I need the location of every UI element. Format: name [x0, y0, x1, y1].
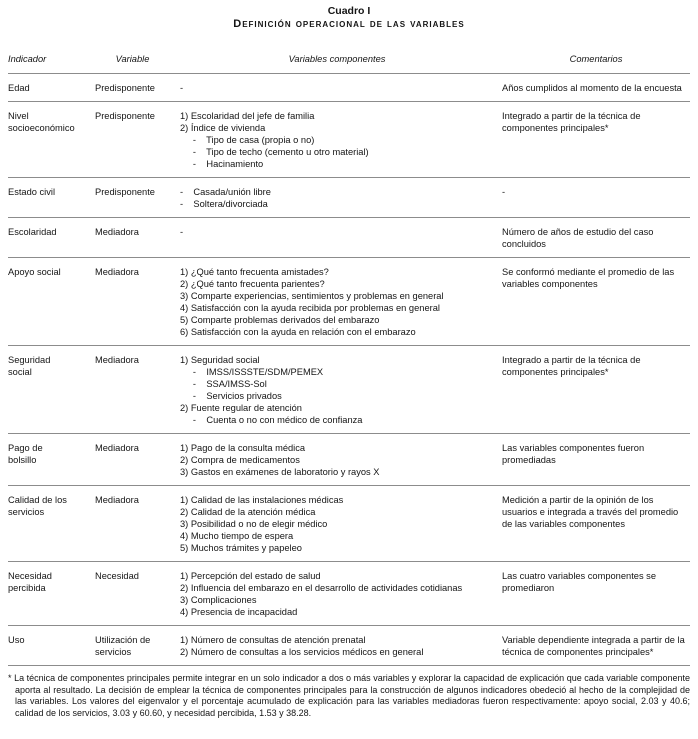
component-line: 5) Muchos trámites y papeleo	[180, 543, 302, 553]
component-line: 2) Número de consultas a los servicios médicos en general	[180, 647, 424, 657]
component-line: 4) Mucho tiempo de espera	[180, 531, 294, 541]
cell-indicador: Nivel socioeconómico	[8, 111, 75, 133]
table-header-row	[8, 51, 690, 74]
component-line: 1) Percepción del estado de salud	[180, 571, 321, 581]
component-line: 3) Comparte experiencias, sentimientos y problemas en general	[180, 291, 444, 301]
cell-indicador: Necesidad percibida	[8, 571, 52, 593]
cell-componentes	[180, 634, 502, 658]
table-row-edad	[8, 74, 690, 102]
cell-indicador: Pago de bolsillo	[8, 443, 43, 465]
component-line: 2) Compra de medicamentos	[180, 455, 300, 465]
component-line: 2) ¿Qué tanto frecuenta parientes?	[180, 279, 325, 289]
cell-comentarios: Integrado a partir de la técnica de componentes principales*	[502, 111, 641, 133]
table-row-pago-de-bolsillo	[8, 434, 690, 486]
column-header-componentes: Variables componentes	[288, 54, 386, 64]
component-line: 1) Escolaridad del jefe de familia	[180, 111, 315, 121]
table-title: Cuadro I	[327, 5, 371, 17]
table-row-seguridad-social	[8, 346, 690, 434]
cell-comentarios: Años cumplidos al momento de la encuesta	[502, 83, 682, 93]
column-header-comentarios: Comentarios	[569, 54, 623, 64]
cell-comentarios: Medición a partir de la opinión de los usuarios e integrada a través del promedio de las variables componentes	[502, 495, 679, 529]
cell-comentarios: -	[502, 187, 506, 197]
cell-comentarios: Integrado a partir de la técnica de componentes principales*	[502, 355, 641, 377]
component-line: - Tipo de casa (propia o no)	[180, 135, 315, 145]
cell-indicador: Apoyo social	[8, 267, 61, 277]
table-row-escolaridad	[8, 218, 690, 258]
component-line: 3) Posibilidad o no de elegir médico	[180, 519, 328, 529]
cell-indicador: Seguridad social	[8, 355, 51, 377]
cell-componentes	[180, 354, 502, 426]
table-subtitle: Definición operacional de las variables	[233, 18, 465, 30]
component-line: - Casada/unión libre	[180, 187, 271, 197]
table-row-uso	[8, 626, 690, 666]
cell-variable: Predisponente	[95, 83, 155, 93]
component-line: 2) Influencia del embarazo en el desarrollo de actividades cotidianas	[180, 583, 463, 593]
component-line: 2) Índice de vivienda	[180, 123, 266, 133]
component-line: - SSA/IMSS-Sol	[180, 379, 267, 389]
component-line: - Servicios privados	[180, 391, 282, 401]
cell-comentarios: Las variables componentes fueron promediadas	[502, 443, 645, 465]
cell-indicador: Edad	[8, 83, 30, 93]
component-line: 2) Calidad de la atención médica	[180, 507, 316, 517]
component-line: 1) Número de consultas de atención prenatal	[180, 635, 366, 645]
table-row-necesidad-percibida	[8, 562, 690, 626]
table-row-apoyo-social	[8, 258, 690, 346]
component-line: 2) Fuente regular de atención	[180, 403, 302, 413]
component-line: 1) Seguridad social	[180, 355, 260, 365]
cell-componentes	[180, 226, 502, 250]
cell-indicador: Estado civil	[8, 187, 56, 197]
cell-componentes	[180, 494, 502, 554]
cell-componentes	[180, 110, 502, 170]
cell-componentes	[180, 266, 502, 338]
table-row-nivel-socioeconomico	[8, 102, 690, 178]
component-line: 1) Pago de la consulta médica	[180, 443, 306, 453]
cell-indicador: Escolaridad	[8, 227, 57, 237]
component-line: -	[180, 83, 184, 93]
component-line: - IMSS/ISSSTE/SDM/PEMEX	[180, 367, 324, 377]
cell-variable: Necesidad	[95, 571, 139, 581]
cell-variable: Mediadora	[95, 227, 139, 237]
cell-indicador: Uso	[8, 635, 25, 645]
cell-comentarios: Variable dependiente integrada a partir de la técnica de componentes principales*	[502, 635, 685, 657]
component-line: 3) Gastos en exámenes de laboratorio y rayos X	[180, 467, 380, 477]
component-line: 4) Presencia de incapacidad	[180, 607, 298, 617]
component-line: 3) Complicaciones	[180, 595, 257, 605]
cell-comentarios: Las cuatro variables componentes se promediaron	[502, 571, 657, 593]
cell-componentes	[180, 186, 502, 210]
cell-variable: Mediadora	[95, 495, 139, 505]
component-line: - Hacinamiento	[180, 159, 264, 169]
column-header-variable: Variable	[115, 54, 150, 64]
component-line: - Soltera/divorciada	[180, 199, 268, 209]
column-header-indicador: Indicador	[8, 54, 47, 64]
cell-comentarios: Se conformó mediante el promedio de las variables componentes	[502, 267, 675, 289]
cell-variable: Mediadora	[95, 443, 139, 453]
table-row-estado-civil	[8, 178, 690, 218]
component-line: -	[180, 227, 184, 237]
component-line: 6) Satisfacción con la ayuda en relación con el embarazo	[180, 327, 416, 337]
component-line: 4) Satisfacción con la ayuda recibida por problemas en general	[180, 303, 440, 313]
cell-variable: Predisponente	[95, 111, 155, 121]
component-line: - Cuenta o no con médico de confianza	[180, 415, 363, 425]
table-row-calidad-de-los-servicios	[8, 486, 690, 562]
cell-variable: Mediadora	[95, 355, 139, 365]
cell-comentarios: Número de años de estudio del caso concluidos	[502, 227, 654, 249]
cell-variable: Predisponente	[95, 187, 155, 197]
cell-componentes	[180, 442, 502, 478]
cell-variable: Mediadora	[95, 267, 139, 277]
cell-componentes	[180, 570, 502, 618]
cell-componentes	[180, 82, 502, 94]
component-line: 1) Calidad de las instalaciones médicas	[180, 495, 344, 505]
table-footnote: * La técnica de componentes principales permite integrar en un solo indicador a dos o más variables y explorar la capacidad de explicación que cada variable componente aporta al resultado. La decisión de emplear la técnica de componentes principales para la construcción de algunos indicadores obedeció al hecho de la complejidad de las variables. Los valores del eigenvalor y el porcentaje acumulado de explicación para las variables mediadoras fueron respectivamente: apoyo social, 2.03 y 40.6; calidad de los servicios, 3.03 y 60.60, y necesidad percibida, 1.53 y 38.28.	[8, 673, 690, 718]
component-line: 5) Comparte problemas derivados del embarazo	[180, 315, 380, 325]
cell-indicador: Calidad de los servicios	[8, 495, 67, 517]
component-line: - Tipo de techo (cemento u otro material)	[180, 147, 369, 157]
component-line: 1) ¿Qué tanto frecuenta amistades?	[180, 267, 329, 277]
cell-variable: Utilización de servicios	[95, 635, 151, 657]
